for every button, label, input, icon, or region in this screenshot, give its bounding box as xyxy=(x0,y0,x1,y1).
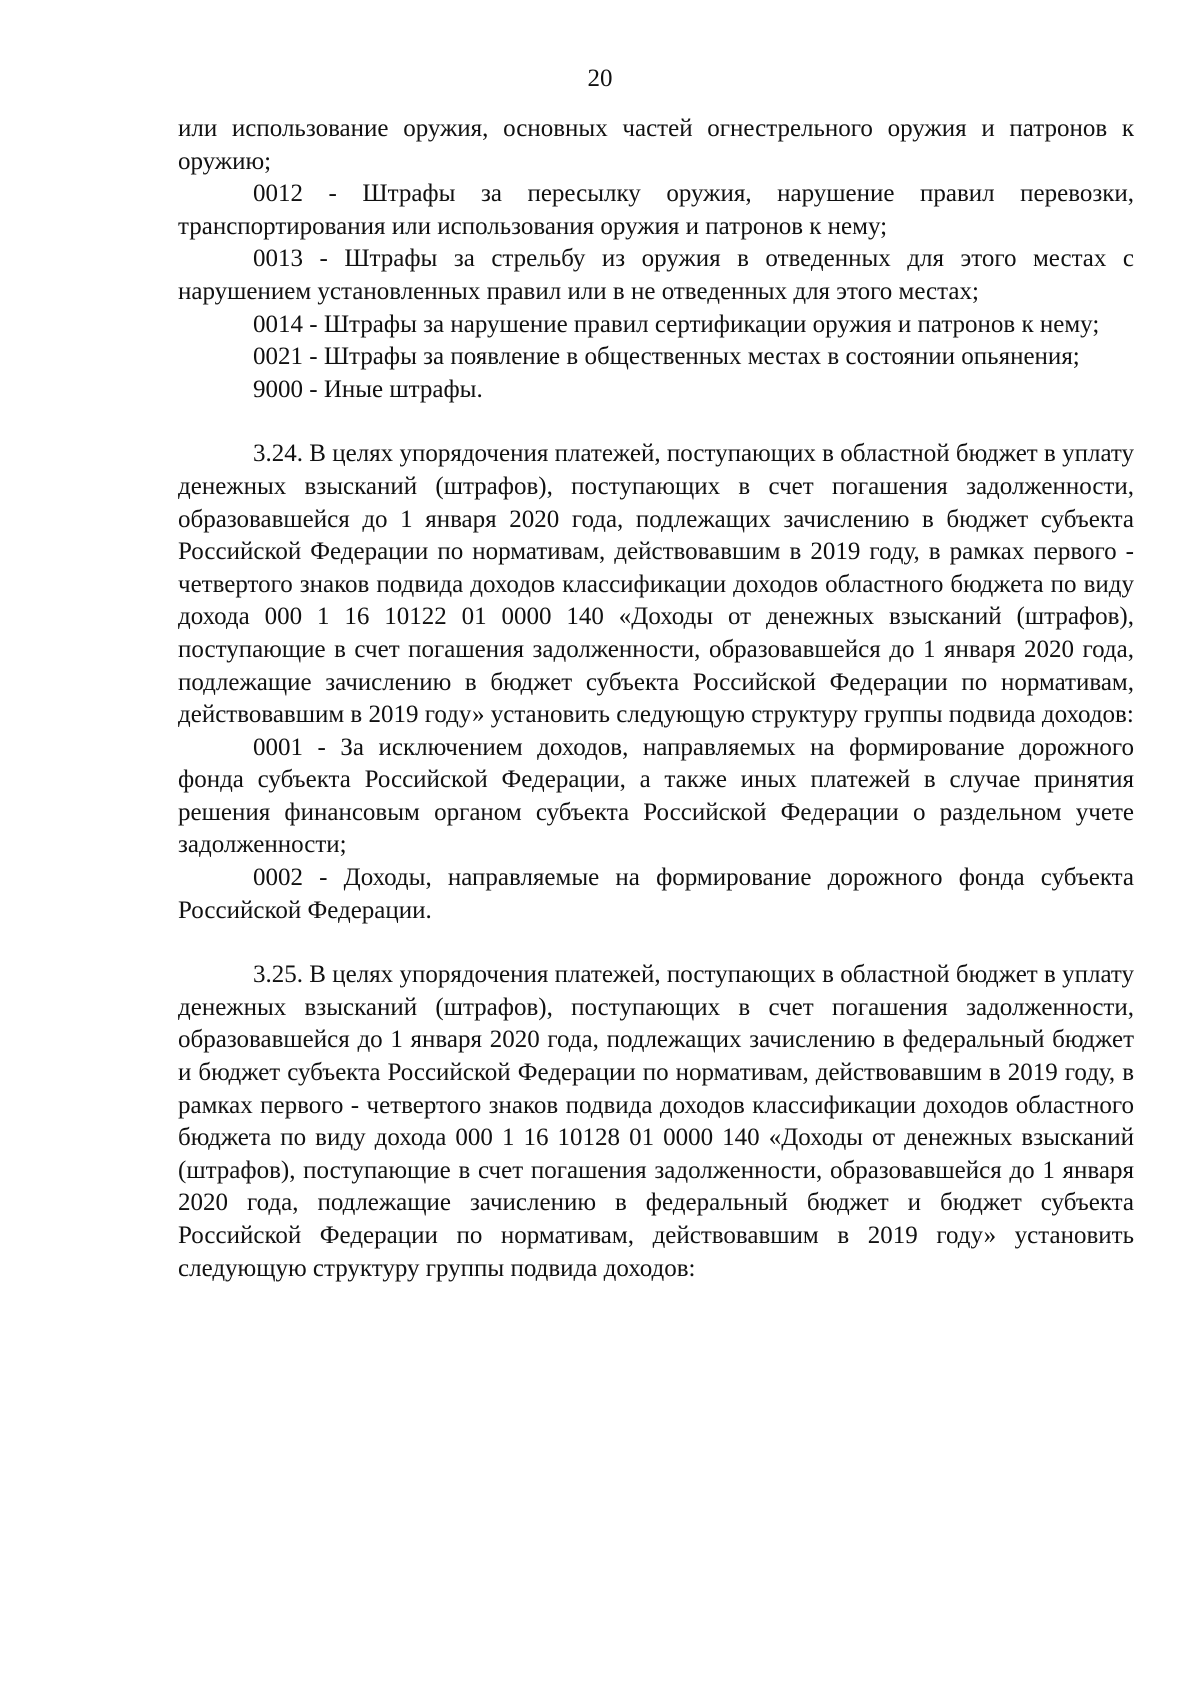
section-3-24-paragraph: 3.24. В целях упорядочения платежей, поступающих в областной бюджет в уплату денежных взысканий (штрафов), поступающих в счет погашения задолженности, образовавшейся до 1 января 2020 года, подлежащих зачислению в бюджет субъекта Российской Федерации по нормативам, действовавшим в 2019 году, в рамках первого - четвертого знаков подвида доходов классификации доходов областного бюджета по виду дохода 000 1 16 10122 01 0000 140 «Доходы от денежных взысканий (штрафов), поступающие в счет погашения задолженности, образовавшейся до 1 января 2020 года, подлежащие зачислению в бюджет субъекта Российской Федерации по нормативам, действовавшим в 2019 году» установить следующую структуру группы подвида доходов: xyxy=(178,440,1134,729)
document-body xyxy=(178,113,1134,1285)
list-item-0014: 0014 - Штрафы за нарушение правил сертификации оружия и патронов к нему; xyxy=(253,310,1100,338)
list-item-0013: 0013 - Штрафы за стрельбу из оружия в отведенных для этого местах с нарушением установленных правил или в не отведенных для этого местах; xyxy=(178,245,1134,305)
section-spacer xyxy=(178,406,1134,438)
section-3-25-paragraph: 3.25. В целях упорядочения платежей, поступающих в областной бюджет в уплату денежных взысканий (штрафов), поступающих в счет погашения задолженности, образовавшейся до 1 января 2020 года, подлежащих зачислению в федеральный бюджет и бюджет субъекта Российской Федерации по нормативам, действовавшим в 2019 году, в рамках первого - четвертого знаков подвида доходов классификации доходов областного бюджета по виду дохода 000 1 16 10128 01 0000 140 «Доходы от денежных взысканий (штрафов), поступающие в счет погашения задолженности, образовавшейся до 1 января 2020 года, подлежащие зачислению в федеральный бюджет и бюджет субъекта Российской Федерации по нормативам, действовавшим в 2019 году» установить следующую структуру группы подвида доходов: xyxy=(178,961,1134,1282)
continuation-paragraph: или использование оружия, основных частей огнестрельного оружия и патронов к оружию; xyxy=(178,115,1134,175)
list-item-0002: 0002 - Доходы, направляемые на формирование дорожного фонда субъекта Российской Федерации. xyxy=(178,864,1134,924)
page-number: 20 xyxy=(587,65,613,92)
list-item-0001: 0001 - За исключением доходов, направляемых на формирование дорожного фонда субъекта Российской Федерации, а также иных платежей в случае принятия решения финансовым органом субъекта Российской Федерации о раздельном учете задолженности; xyxy=(178,733,1134,859)
section-spacer xyxy=(178,927,1134,959)
list-item-9000: 9000 - Иные штрафы. xyxy=(253,375,483,403)
list-item-0021: 0021 - Штрафы за появление в общественных местах в состоянии опьянения; xyxy=(253,343,1080,371)
list-item-0012: 0012 - Штрафы за пересылку оружия, нарушение правил перевозки, транспортирования или использования оружия и патронов к нему; xyxy=(178,180,1134,240)
